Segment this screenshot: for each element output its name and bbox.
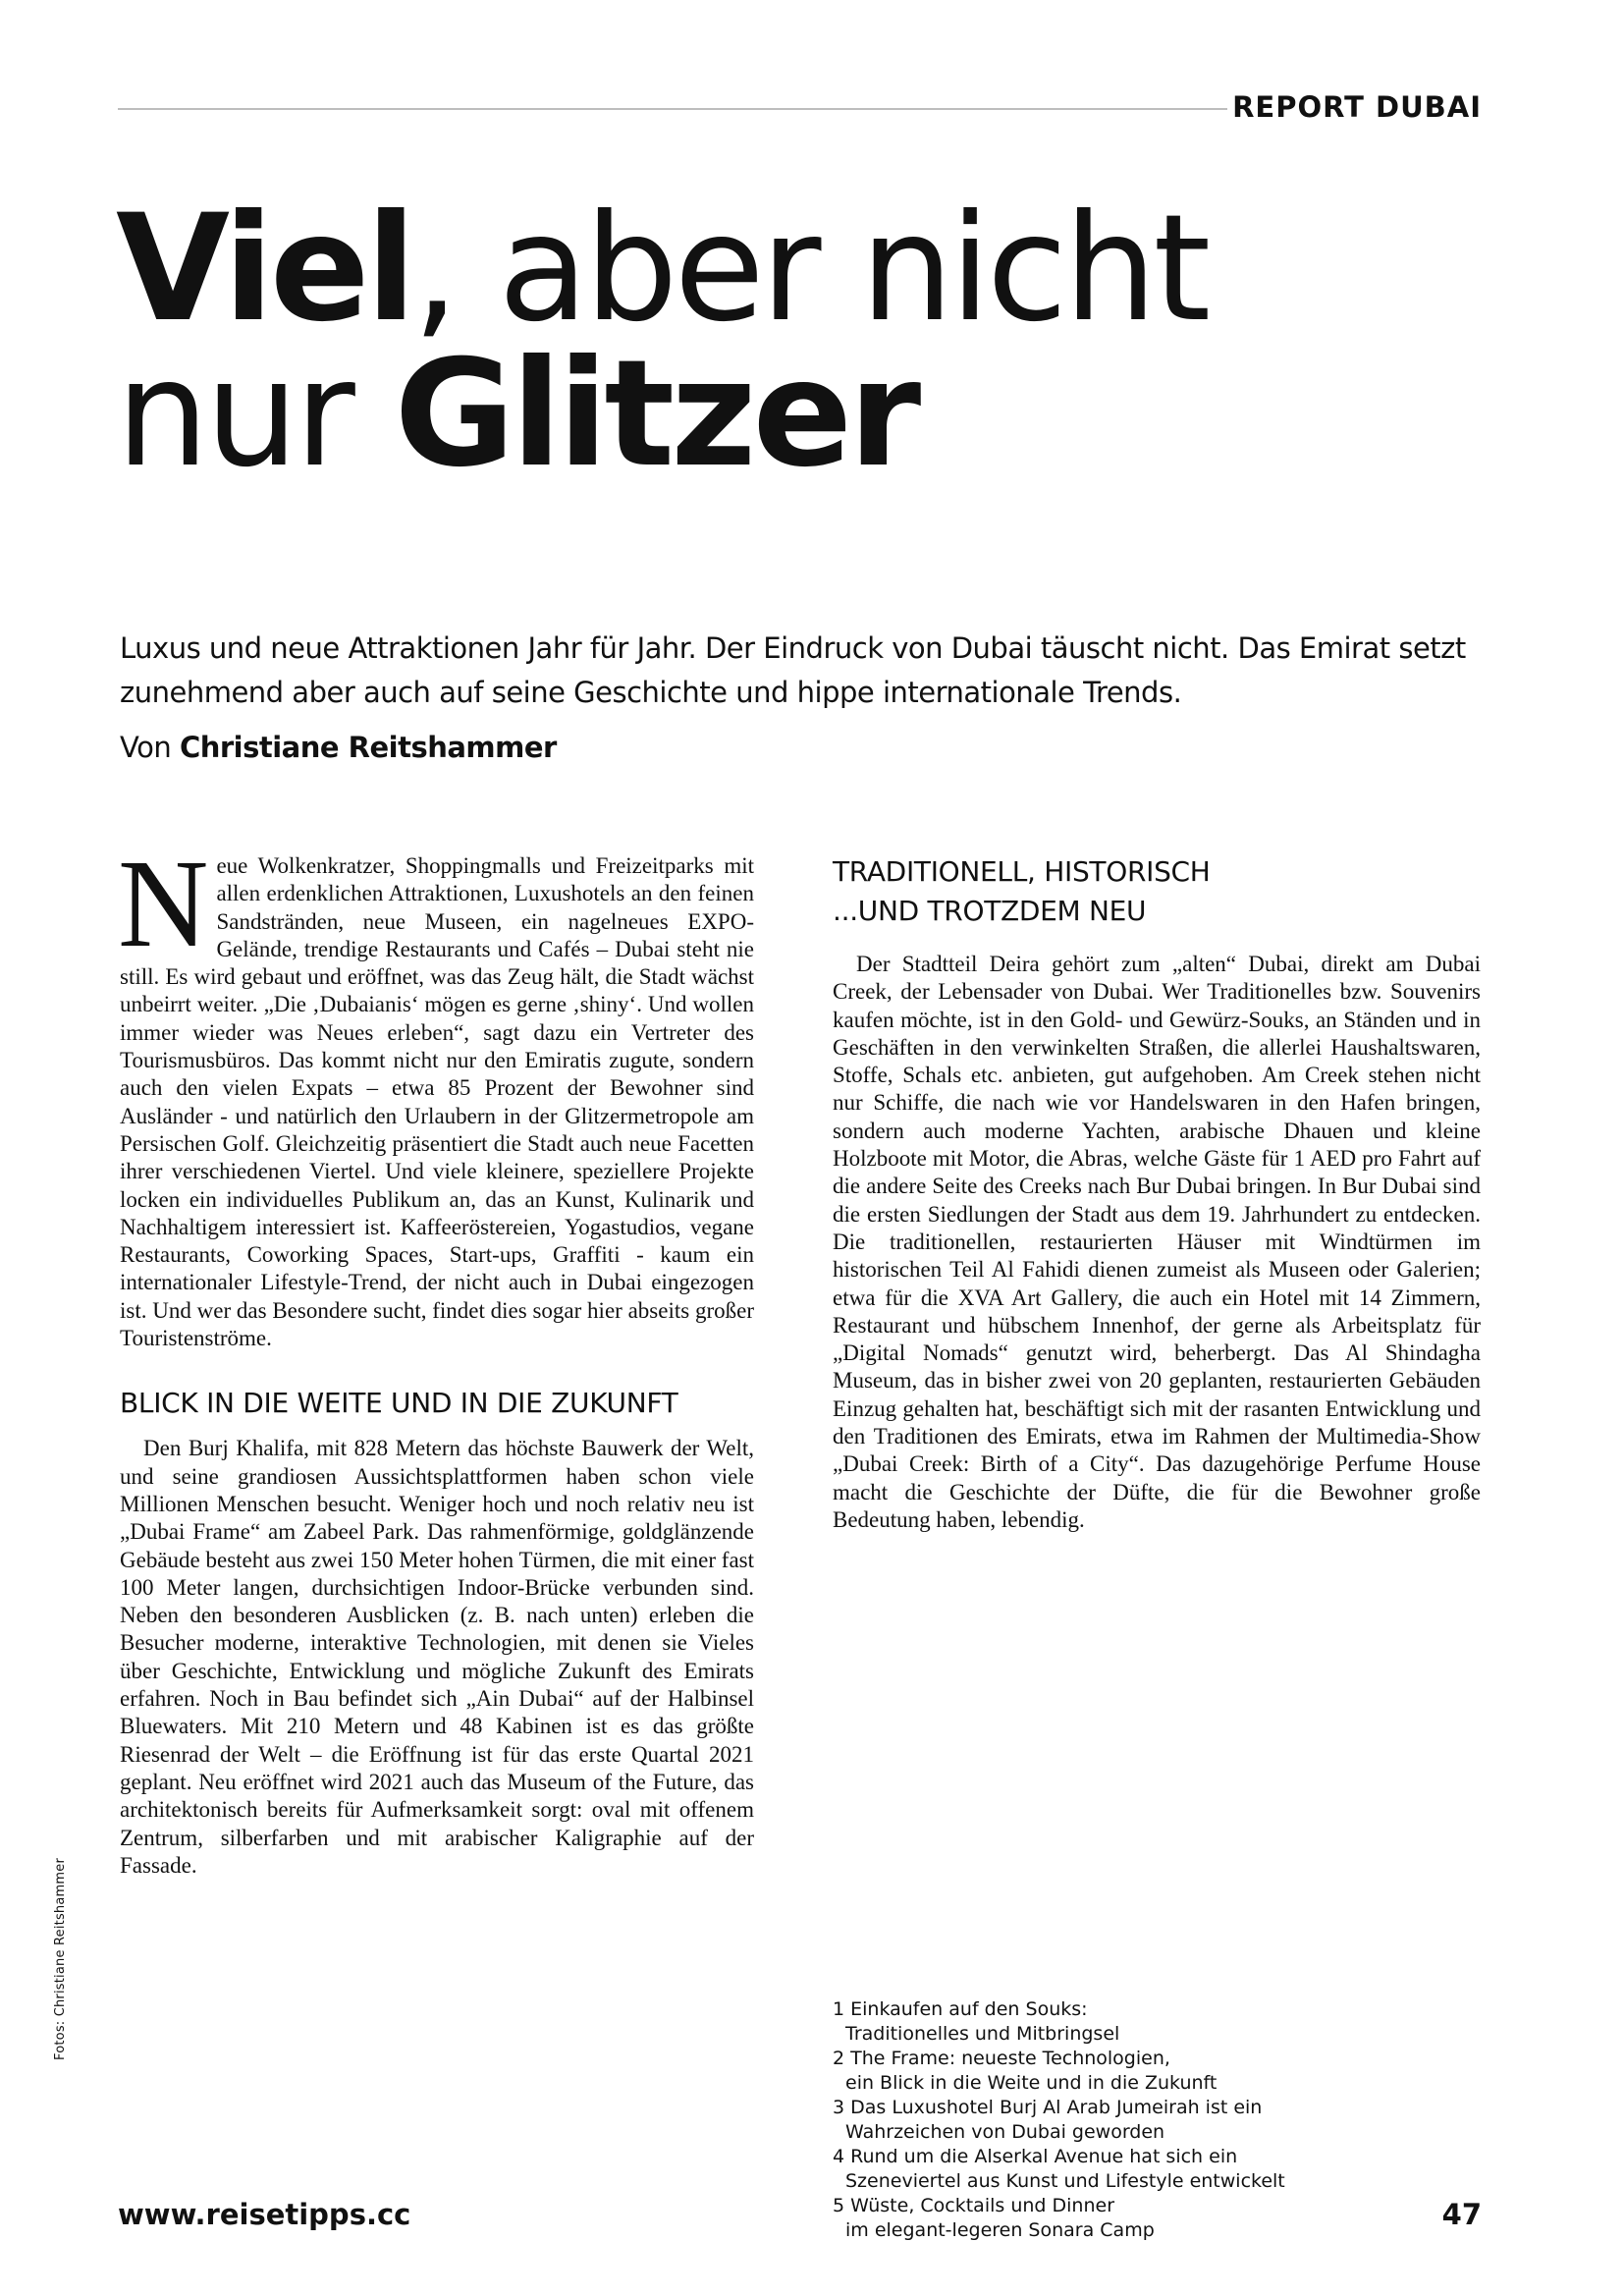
headline-bold-word-1: Viel bbox=[116, 184, 413, 355]
subheading-blick: BLICK IN DIE WEITE UND IN DIE ZUKUNFT bbox=[120, 1387, 678, 1420]
page-number: 47 bbox=[1441, 2198, 1482, 2231]
headline-light-text-1: , aber nicht bbox=[412, 184, 1208, 355]
section-label: REPORT DUBAI bbox=[1232, 90, 1482, 124]
caption-5 bbox=[833, 2194, 1285, 2243]
photo-credit: Fotos: Christiane Reitshammer bbox=[53, 1858, 68, 2060]
intro-paragraph bbox=[118, 834, 754, 1352]
caption-2 bbox=[833, 2047, 1285, 2096]
photo-captions bbox=[833, 1997, 1285, 2243]
caption-3-line-2: Wahrzeichen von Dubai geworden bbox=[845, 2121, 1165, 2143]
headline-light-text-2: nur bbox=[116, 329, 395, 500]
footer-website[interactable]: www.reisetipps.cc bbox=[118, 2198, 411, 2231]
headline bbox=[116, 184, 1208, 500]
article-column-right bbox=[833, 852, 1481, 1534]
caption-1-line-2: Traditionelles und Mitbringsel bbox=[845, 2023, 1120, 2045]
caption-2-line-2: ein Blick in die Weite und in die Zukunft bbox=[845, 2072, 1218, 2094]
caption-1 bbox=[833, 1997, 1285, 2047]
caption-5-line-1: 5 Wüste, Cocktails und Dinner bbox=[833, 2195, 1115, 2216]
deck bbox=[120, 627, 1514, 715]
headline-bold-word-2: Glitzer bbox=[394, 329, 918, 500]
caption-1-line-1: 1 Einkaufen auf den Souks: bbox=[833, 1998, 1088, 2020]
caption-4-line-2: Szeneviertel aus Kunst und Lifestyle entwickelt bbox=[845, 2170, 1285, 2192]
article-column-left bbox=[118, 834, 754, 1880]
caption-3-line-1: 3 Das Luxushotel Burj Al Arab Jumeirah ist ein bbox=[833, 2097, 1263, 2118]
caption-3 bbox=[833, 2096, 1285, 2145]
subheading-traditionell-line-2: ...UND TROTZDEM NEU bbox=[833, 895, 1147, 927]
byline-prefix: Von bbox=[120, 731, 180, 764]
caption-4 bbox=[833, 2145, 1285, 2194]
intro-text: eue Wolkenkratzer, Shoppingmalls und Freizeitparks mit allen erdenklichen Attraktionen, Luxushotels an den feinen Sandstränden, neue Museen, ein nagelneues EXPO-Gelände, trendige Restaurants und Cafés – Dubai steht nie still. Es wird gebaut und eröffnet, was das Zeug hält, die Stadt wächst unbeirrt weiter. „Die ‚Dubaianis‘ mögen es gerne ‚shiny‘. Und wollen immer wieder was Neues erleben“, sagt dazu ein Vertreter des Tourismusbüros. Das kommt nicht nur den Emiratis zugute, sondern auch den vielen Expats – etwa 85 Prozent der Bewohner sind Ausländer - und natürlich den Urlaubern in der Glitzermetropole am Persischen Golf. Gleichzeitig präsentiert die Stadt auch neue Facetten ihrer verschiedenen Viertel. Und viele kleinere, speziellere Projekte locken ein individuelles Publikum an, das an Kunst, Kulinarik und Nachhaltigem interessiert ist. Kaffeeröstereien, Yogastudios, vegane Restaurants, Coworking Spaces, Start-ups, Graffiti - kaum ein internationaler Lifestyle-Trend, der nicht auch in Dubai eingezogen ist. Und wer das Besondere sucht, findet dies sogar hier abseits großer Touristenströme. bbox=[120, 853, 754, 1351]
paragraph-burj: Den Burj Khalifa, mit 828 Metern das höchste Bauwerk der Welt, und seine grandiosen Aussichtsplattformen haben schon viele Millionen Menschen besucht. Weniger hoch und noch relativ neu ist „Dubai Frame“ am Zabeel Park. Das rahmenförmige, goldglänzende Gebäude besteht aus zwei 150 Meter hohen Türmen, die mit einer fast 100 Meter langen, durchsichtigen Indoor-Brücke verbunden sind. Neben den besonderen Ausblicken (z. B. nach unten) erleben die Besucher moderne, interaktive Technologien, mit denen sie Vieles über Geschichte, Entwicklung und mögliche Zukunft des Emirats erfahren. Noch in Bau befindet sich „Ain Dubai“ auf der Halbinsel Bluewaters. Mit 210 Metern und 48 Kabinen ist es das größte Riesenrad der Welt – die Eröffnung ist für das erste Quartal 2021 geplant. Neu eröffnet wird 2021 auch das Museum of the Future, das architektonisch bereits für Aufmerksamkeit sorgt: oval mit offenem Zentrum, silberfarben und mit arabischer Kaligraphie auf der Fassade. bbox=[120, 1436, 754, 1878]
paragraph-deira: Der Stadtteil Deira gehört zum „alten“ Dubai, direkt am Dubai Creek, der Lebensader von Dubai. Wer Traditionelles bzw. Souvenirs kaufen möchte, ist in den Gold- und Gewürz-Souks, an Ständen und in Geschäften in den verwinkelten Straßen, die allerlei Haushaltswaren, Stoffe, Schals etc. anbieten, gut aufgehoben. Am Creek stehen nicht nur Schiffe, die nach wie vor Handelswaren in den Hafen bringen, sondern auch moderne Yachten, arabische Dhauen und kleine Holzboote mit Motor, die Abras, welche Gäste für 1 AED pro Fahrt auf die andere Seite des Creeks nach Bur Dubai bringen. In Bur Dubai sind die ersten Siedlungen der Stadt aus dem 19. Jahrhundert zu entdecken. Die traditionellen, restaurierten Häuser mit Windtürmen im historischen Teil Al Fahidi dienen zumeist als Museen oder Galerien; etwa für die XVA Art Gallery, die auch ein Hotel mit 14 Zimmern, Restaurant und hübschem Innenhof, der gerne als Arbeitsplatz für „Digital Nomads“ genutzt wird, beherbergt. Das Al Shindagha Museum, das in bisher zwei von 20 geplanten, restaurierten Gebäuden Einzug gehalten hat, beschäftigt sich mit der rasanten Entwicklung und den Traditionen des Emirats, etwa im Rahmen der Multimedia-Show „Dubai Creek: Birth of a City“. Das dazugehörige Perfume House macht die Geschichte der Düfte, die für die Bewohner große Bedeutung haben, lebendig. bbox=[833, 952, 1481, 1532]
caption-4-line-1: 4 Rund um die Alserkal Avenue hat sich ein bbox=[833, 2146, 1238, 2167]
subheading-traditionell-line-1: TRADITIONELL, HISTORISCH bbox=[833, 855, 1211, 888]
header-rule bbox=[118, 108, 1227, 110]
byline bbox=[120, 731, 557, 764]
subheading-traditionell bbox=[833, 852, 1481, 931]
caption-5-line-2: im elegant-legeren Sonara Camp bbox=[845, 2219, 1155, 2241]
deck-line-2: zunehmend aber auch auf seine Geschichte und hippe internationale Trends. bbox=[120, 676, 1182, 709]
deck-line-1: Luxus und neue Attraktionen Jahr für Jahr. Der Eindruck von Dubai täuscht nicht. Das Emirat setzt bbox=[120, 631, 1466, 665]
byline-author: Christiane Reitshammer bbox=[179, 731, 557, 764]
drop-cap: N bbox=[118, 834, 209, 973]
caption-2-line-1: 2 The Frame: neueste Technologien, bbox=[833, 2048, 1170, 2069]
